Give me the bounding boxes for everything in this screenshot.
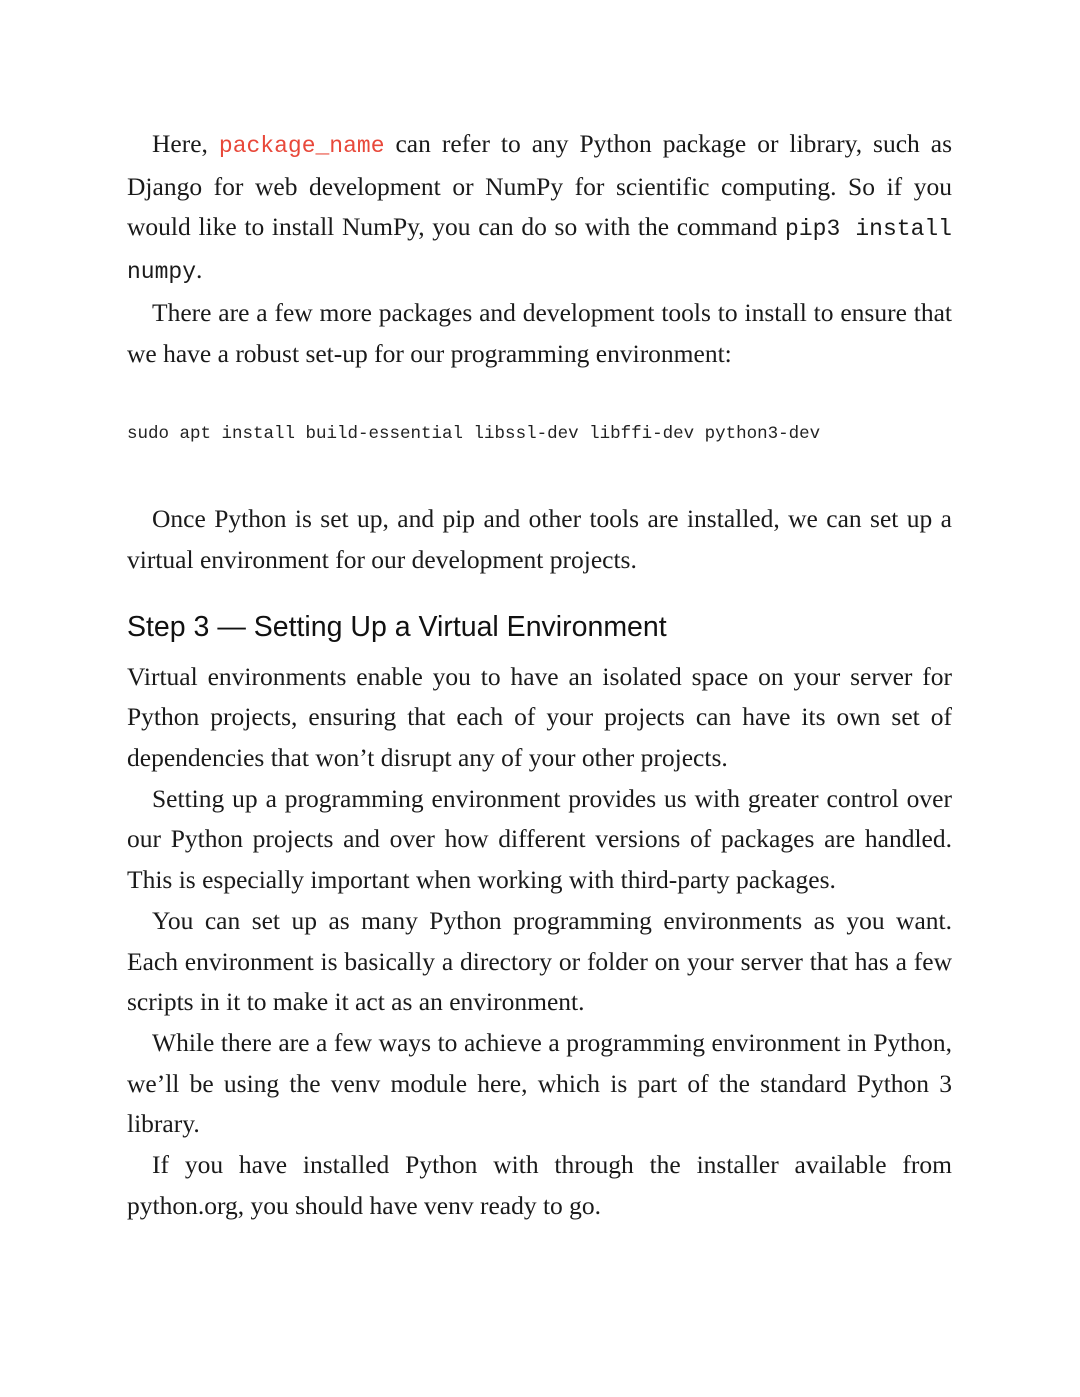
text-segment: Here,	[152, 129, 219, 158]
paragraph-virtual-environments: Virtual environments enable you to have an isolated space on your server for Python projects, ensuring that each of your projects can have its own set of dependencies that won’t disrupt any of your other projects.	[127, 661, 952, 773]
text-segment: .	[196, 255, 203, 285]
paragraph-python-setup: Once Python is set up, and pip and other tools are installed, we can set up a virtual environment for our development projects.	[127, 504, 952, 574]
inline-code-package-name: package_name	[218, 133, 385, 159]
paragraph-package-name	[127, 124, 952, 293]
paragraph-venv-module: While there are a few ways to achieve a programming environment in Python, we’ll be using the venv module here, which is part of the standard Python 3 library.	[127, 1027, 952, 1139]
paragraph-programming-environment: Setting up a programming environment provides us with greater control over our Python projects and over how different versions of packages are handled. This is especially important when working with third-party packages.	[127, 783, 952, 895]
paragraph-installer: If you have installed Python with through the installer available from python.org, you should have venv ready to go.	[127, 1150, 952, 1220]
inline-code-pip-install: pip3 install numpy	[127, 216, 952, 286]
section-heading: Step 3 — Setting Up a Virtual Environment	[127, 610, 667, 643]
paragraph-more-packages: There are a few more packages and development tools to install to ensure that we have a robust set-up for our programming environment:	[127, 297, 952, 368]
code-block-apt-install: sudo apt install build-essential libssl-dev libffi-dev python3-dev	[127, 424, 821, 445]
paragraph-many-environments: You can set up as many Python programming environments as you want. Each environment is basically a directory or folder on your server that has a few scripts in it to make it act as an environment.	[127, 905, 952, 1017]
text-segment: can refer to any Python package or library, such as Django for web development or NumPy for scientific computing. So if you would like to install NumPy, you can do so with the command	[127, 129, 953, 242]
document-page	[127, 124, 952, 1226]
